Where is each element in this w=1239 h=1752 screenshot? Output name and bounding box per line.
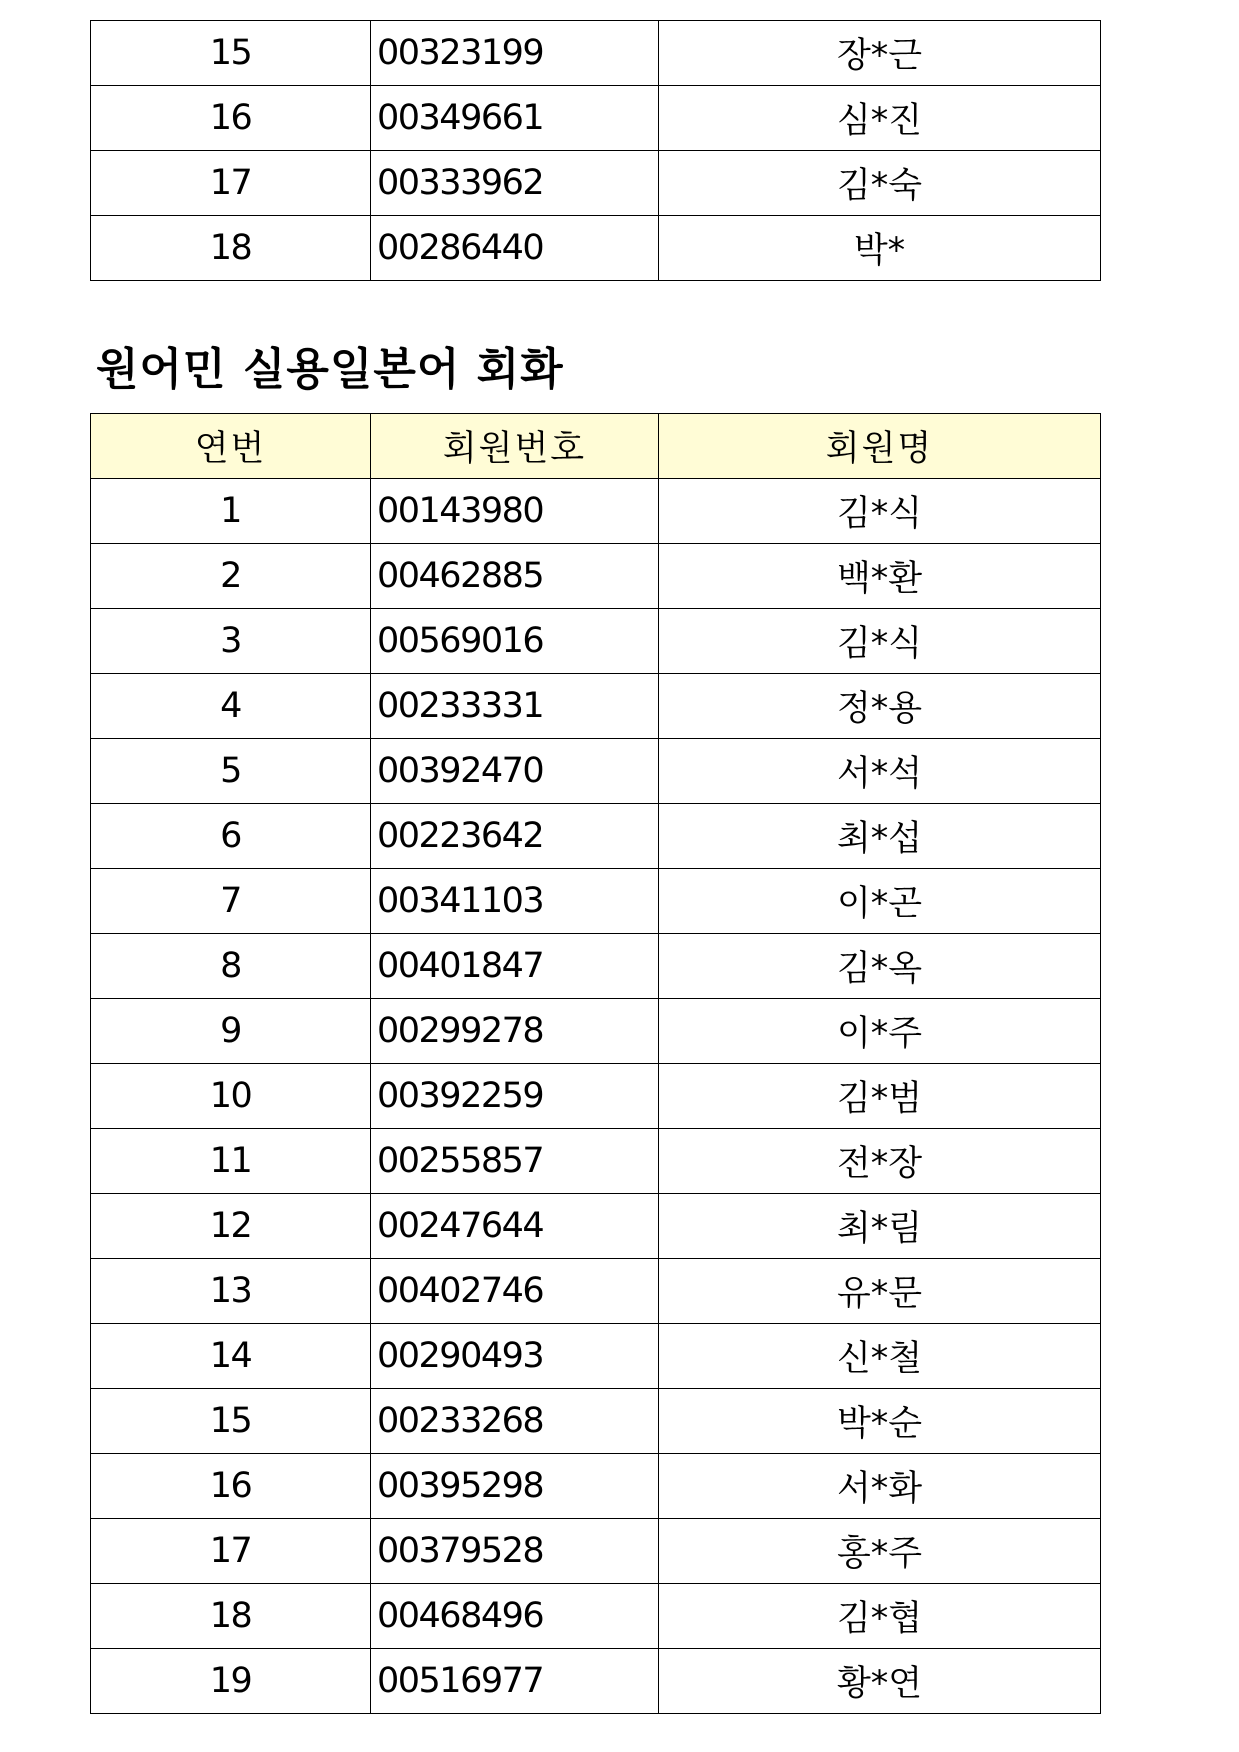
table-row bbox=[91, 1649, 1101, 1714]
member-name: 장*근 bbox=[659, 21, 1101, 86]
member-id: 00247644 bbox=[371, 1194, 659, 1259]
table-row bbox=[91, 1259, 1101, 1324]
member-name: 김*숙 bbox=[659, 151, 1101, 216]
row-number: 6 bbox=[91, 804, 371, 869]
row-number: 1 bbox=[91, 479, 371, 544]
row-number: 12 bbox=[91, 1194, 371, 1259]
table-row bbox=[91, 739, 1101, 804]
member-name: 서*화 bbox=[659, 1454, 1101, 1519]
member-table bbox=[90, 413, 1101, 1714]
row-number: 16 bbox=[91, 1454, 371, 1519]
row-number: 18 bbox=[91, 1584, 371, 1649]
table-row bbox=[91, 674, 1101, 739]
table-row bbox=[91, 934, 1101, 999]
member-name: 전*장 bbox=[659, 1129, 1101, 1194]
table-row bbox=[91, 804, 1101, 869]
member-id: 00323199 bbox=[371, 21, 659, 86]
row-number: 18 bbox=[91, 216, 371, 281]
header-no: 연번 bbox=[91, 414, 371, 479]
row-number: 13 bbox=[91, 1259, 371, 1324]
table-row bbox=[91, 151, 1101, 216]
table-row bbox=[91, 1064, 1101, 1129]
member-name: 정*용 bbox=[659, 674, 1101, 739]
table-row bbox=[91, 1389, 1101, 1454]
table-row bbox=[91, 544, 1101, 609]
row-number: 2 bbox=[91, 544, 371, 609]
member-table-continued bbox=[90, 20, 1101, 281]
row-number: 11 bbox=[91, 1129, 371, 1194]
table-row bbox=[91, 1129, 1101, 1194]
member-name: 박* bbox=[659, 216, 1101, 281]
member-id: 00143980 bbox=[371, 479, 659, 544]
member-id: 00468496 bbox=[371, 1584, 659, 1649]
table-row bbox=[91, 1194, 1101, 1259]
row-number: 7 bbox=[91, 869, 371, 934]
member-id: 00341103 bbox=[371, 869, 659, 934]
member-id: 00392470 bbox=[371, 739, 659, 804]
table-row bbox=[91, 479, 1101, 544]
table-row bbox=[91, 1584, 1101, 1649]
row-number: 15 bbox=[91, 21, 371, 86]
member-id: 00516977 bbox=[371, 1649, 659, 1714]
member-id: 00290493 bbox=[371, 1324, 659, 1389]
row-number: 17 bbox=[91, 1519, 371, 1584]
member-id: 00569016 bbox=[371, 609, 659, 674]
member-name: 김*식 bbox=[659, 609, 1101, 674]
member-name: 신*철 bbox=[659, 1324, 1101, 1389]
member-name: 백*환 bbox=[659, 544, 1101, 609]
member-name: 최*림 bbox=[659, 1194, 1101, 1259]
header-row bbox=[91, 414, 1101, 479]
table-row bbox=[91, 86, 1101, 151]
member-name: 이*곤 bbox=[659, 869, 1101, 934]
member-name: 이*주 bbox=[659, 999, 1101, 1064]
member-id: 00255857 bbox=[371, 1129, 659, 1194]
member-id: 00299278 bbox=[371, 999, 659, 1064]
row-number: 14 bbox=[91, 1324, 371, 1389]
table-row bbox=[91, 999, 1101, 1064]
member-name: 김*식 bbox=[659, 479, 1101, 544]
member-id: 00402746 bbox=[371, 1259, 659, 1324]
member-id: 00379528 bbox=[371, 1519, 659, 1584]
row-number: 17 bbox=[91, 151, 371, 216]
member-id: 00395298 bbox=[371, 1454, 659, 1519]
member-name: 홍*주 bbox=[659, 1519, 1101, 1584]
row-number: 15 bbox=[91, 1389, 371, 1454]
section-title: 원어민 실용일본어 회화 bbox=[96, 344, 564, 395]
member-table-body bbox=[91, 479, 1101, 1714]
member-name: 박*순 bbox=[659, 1389, 1101, 1454]
member-id: 00392259 bbox=[371, 1064, 659, 1129]
member-table-header bbox=[91, 414, 1101, 479]
member-name: 심*진 bbox=[659, 86, 1101, 151]
member-name: 김*옥 bbox=[659, 934, 1101, 999]
row-number: 9 bbox=[91, 999, 371, 1064]
member-id: 00401847 bbox=[371, 934, 659, 999]
row-number: 3 bbox=[91, 609, 371, 674]
member-id: 00223642 bbox=[371, 804, 659, 869]
row-number: 10 bbox=[91, 1064, 371, 1129]
row-number: 4 bbox=[91, 674, 371, 739]
table-row bbox=[91, 21, 1101, 86]
header-member-name: 회원명 bbox=[659, 414, 1101, 479]
member-id: 00349661 bbox=[371, 86, 659, 151]
row-number: 16 bbox=[91, 86, 371, 151]
member-id: 00333962 bbox=[371, 151, 659, 216]
member-id: 00233268 bbox=[371, 1389, 659, 1454]
row-number: 19 bbox=[91, 1649, 371, 1714]
member-name: 최*섭 bbox=[659, 804, 1101, 869]
member-name: 김*협 bbox=[659, 1584, 1101, 1649]
table-row bbox=[91, 869, 1101, 934]
member-name: 황*연 bbox=[659, 1649, 1101, 1714]
table-row bbox=[91, 1454, 1101, 1519]
member-id: 00462885 bbox=[371, 544, 659, 609]
table-row bbox=[91, 1519, 1101, 1584]
table-row bbox=[91, 1324, 1101, 1389]
member-table-continued-body bbox=[91, 21, 1101, 281]
header-member-id: 회원번호 bbox=[371, 414, 659, 479]
member-name: 김*범 bbox=[659, 1064, 1101, 1129]
table-row bbox=[91, 216, 1101, 281]
table-row bbox=[91, 609, 1101, 674]
member-id: 00233331 bbox=[371, 674, 659, 739]
member-id: 00286440 bbox=[371, 216, 659, 281]
row-number: 5 bbox=[91, 739, 371, 804]
member-name: 서*석 bbox=[659, 739, 1101, 804]
row-number: 8 bbox=[91, 934, 371, 999]
member-name: 유*문 bbox=[659, 1259, 1101, 1324]
